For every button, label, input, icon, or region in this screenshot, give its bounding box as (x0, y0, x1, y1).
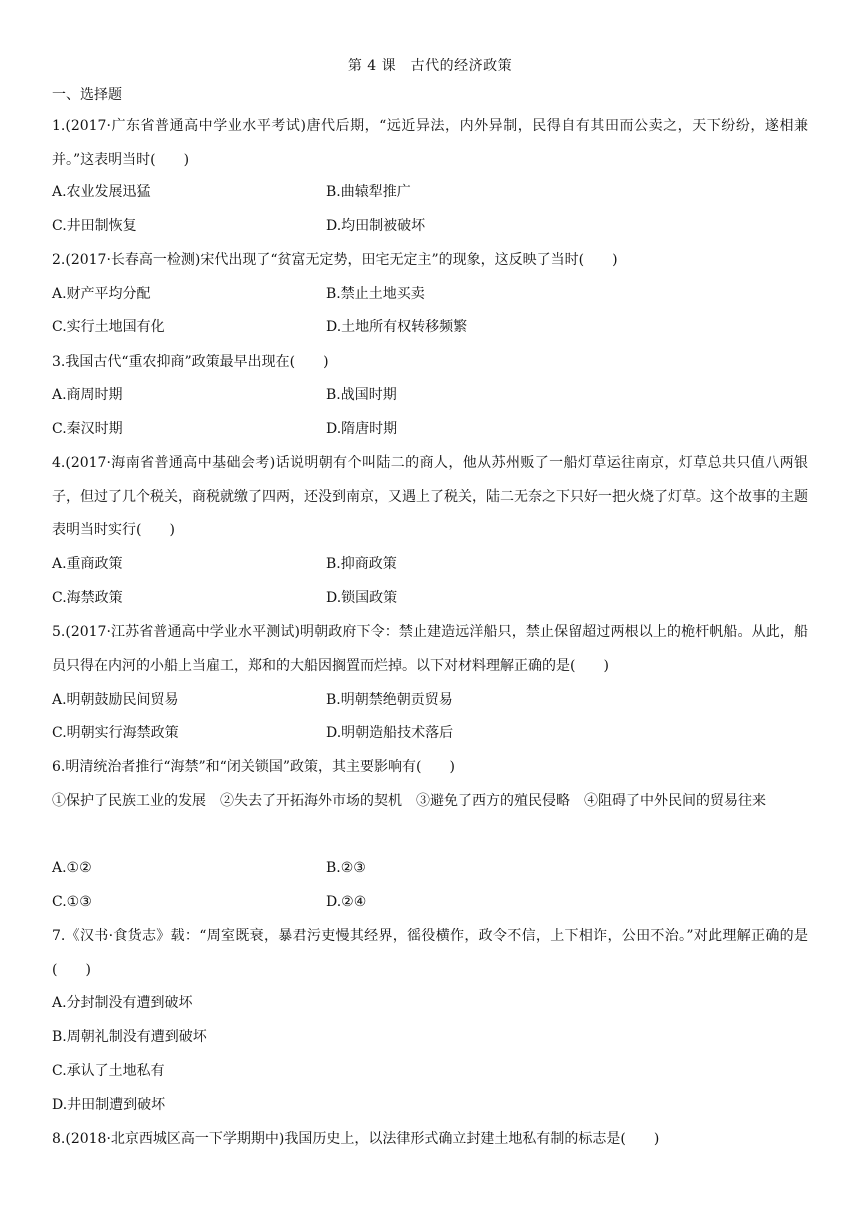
question-4-stem: 4.(2017·海南省普通高中基础会考)话说明朝有个叫陆二的商人，他从苏州贩了一船灯草运往南京，灯草总共只值八两银子，但过了几个税关，商税就缴了四两，还没到南京，又遇上了税关，陆二无奈之下只好一把火烧了灯草。这个故事的主题表明当时实行( ) (52, 455, 808, 538)
question-1-option-c[interactable]: C.井田制恢复 (52, 218, 137, 234)
question-4-option-d[interactable]: D.锁国政策 (326, 590, 398, 606)
question-3-option-d[interactable]: D.隋唐时期 (326, 421, 398, 437)
question-1-option-d[interactable]: D.均田制被破坏 (326, 218, 426, 234)
question-2-option-a[interactable]: A.财产平均分配 (52, 286, 151, 302)
question-4-options-row-2 (52, 582, 808, 615)
question-7-stem: 7.《汉书·食货志》载：“周室既衰，暴君污吏慢其经界，徭役横作，政令不信，上下相诈，公田不治。”对此理解正确的是( ) (52, 928, 808, 978)
question-1-options-row-1 (52, 176, 808, 209)
question-6-option-a[interactable]: A.①② (52, 860, 92, 876)
question-3-option-b[interactable]: B.战国时期 (326, 387, 397, 403)
question-2-options-row-2 (52, 311, 808, 344)
question-1-option-a[interactable]: A.农业发展迅猛 (52, 184, 151, 200)
question-1-option-b[interactable]: B.曲辕犁推广 (326, 184, 411, 200)
page-title: 第 4 课 古代的经济政策 (347, 58, 513, 74)
question-6-stem: 6.明清统治者推行“海禁”和“闭关锁国”政策，其主要影响有( ) (52, 759, 455, 775)
question-2-option-d[interactable]: D.土地所有权转移频繁 (326, 319, 468, 335)
question-2-stem: 2.(2017·长春高一检测)宋代出现了“贫富无定势，田宅无定主”的现象，这反映了当时( ) (52, 252, 618, 268)
question-5-options-row-1 (52, 684, 808, 717)
question-5-option-d[interactable]: D.明朝造船技术落后 (326, 725, 454, 741)
section-heading: 一、选择题 (52, 87, 122, 103)
question-1-options-row-2 (52, 210, 808, 243)
question-6-option-c[interactable]: C.①③ (52, 894, 92, 910)
question-1-stem: 1.(2017·广东省普通高中学业水平考试)唐代后期，“远近异法，内外异制，民得自有其田而公卖之，天下纷纷，遂相兼并。”这表明当时( ) (52, 118, 808, 168)
question-2-option-b[interactable]: B.禁止土地买卖 (326, 286, 425, 302)
question-2-options-row-1 (52, 278, 808, 311)
question-8-stem: 8.(2018·北京西城区高一下学期期中)我国历史上，以法律形式确立封建土地私有制的标志是( ) (52, 1131, 660, 1147)
question-5-option-b[interactable]: B.明朝禁绝朝贡贸易 (326, 692, 453, 708)
question-5-option-c[interactable]: C.明朝实行海禁政策 (52, 725, 179, 741)
question-6-options-row-2 (52, 886, 808, 919)
question-4-options-row-1 (52, 548, 808, 581)
question-6-items: ①保护了民族工业的发展 ②失去了开拓海外市场的契机 ③避免了西方的殖民侵略 ④阻碍了中外民间的贸易往来 (52, 793, 766, 809)
question-3-option-c[interactable]: C.秦汉时期 (52, 421, 123, 437)
question-5-stem: 5.(2017·江苏省普通高中学业水平测试)明朝政府下令：禁止建造远洋船只，禁止保留超过两根以上的桅杆帆船。从此，船员只得在内河的小船上当雇工，郑和的大船因搁置而烂掉。以下对材料理解正确的是( ) (52, 624, 808, 674)
question-3-options-row-2 (52, 413, 808, 446)
question-3-option-a[interactable]: A.商周时期 (52, 387, 123, 403)
question-6-option-b[interactable]: B.②③ (326, 860, 366, 876)
question-7-option-b[interactable]: B.周朝礼制没有遭到破坏 (52, 1029, 207, 1045)
question-7-option-a[interactable]: A.分封制没有遭到破坏 (52, 995, 193, 1011)
question-6-options-row-1 (52, 852, 808, 885)
question-5-option-a[interactable]: A.明朝鼓励民间贸易 (52, 692, 179, 708)
question-7-option-d[interactable]: D.井田制遭到破坏 (52, 1097, 166, 1113)
question-2-option-c[interactable]: C.实行土地国有化 (52, 319, 165, 335)
question-4-option-b[interactable]: B.抑商政策 (326, 556, 397, 572)
question-3-options-row-1 (52, 379, 808, 412)
question-4-option-c[interactable]: C.海禁政策 (52, 590, 123, 606)
question-3-stem: 3.我国古代“重农抑商”政策最早出现在( ) (52, 354, 329, 370)
question-6-option-d[interactable]: D.②④ (326, 894, 367, 910)
question-7-option-c[interactable]: C.承认了土地私有 (52, 1063, 165, 1079)
question-5-options-row-2 (52, 717, 808, 750)
question-4-option-a[interactable]: A.重商政策 (52, 556, 123, 572)
